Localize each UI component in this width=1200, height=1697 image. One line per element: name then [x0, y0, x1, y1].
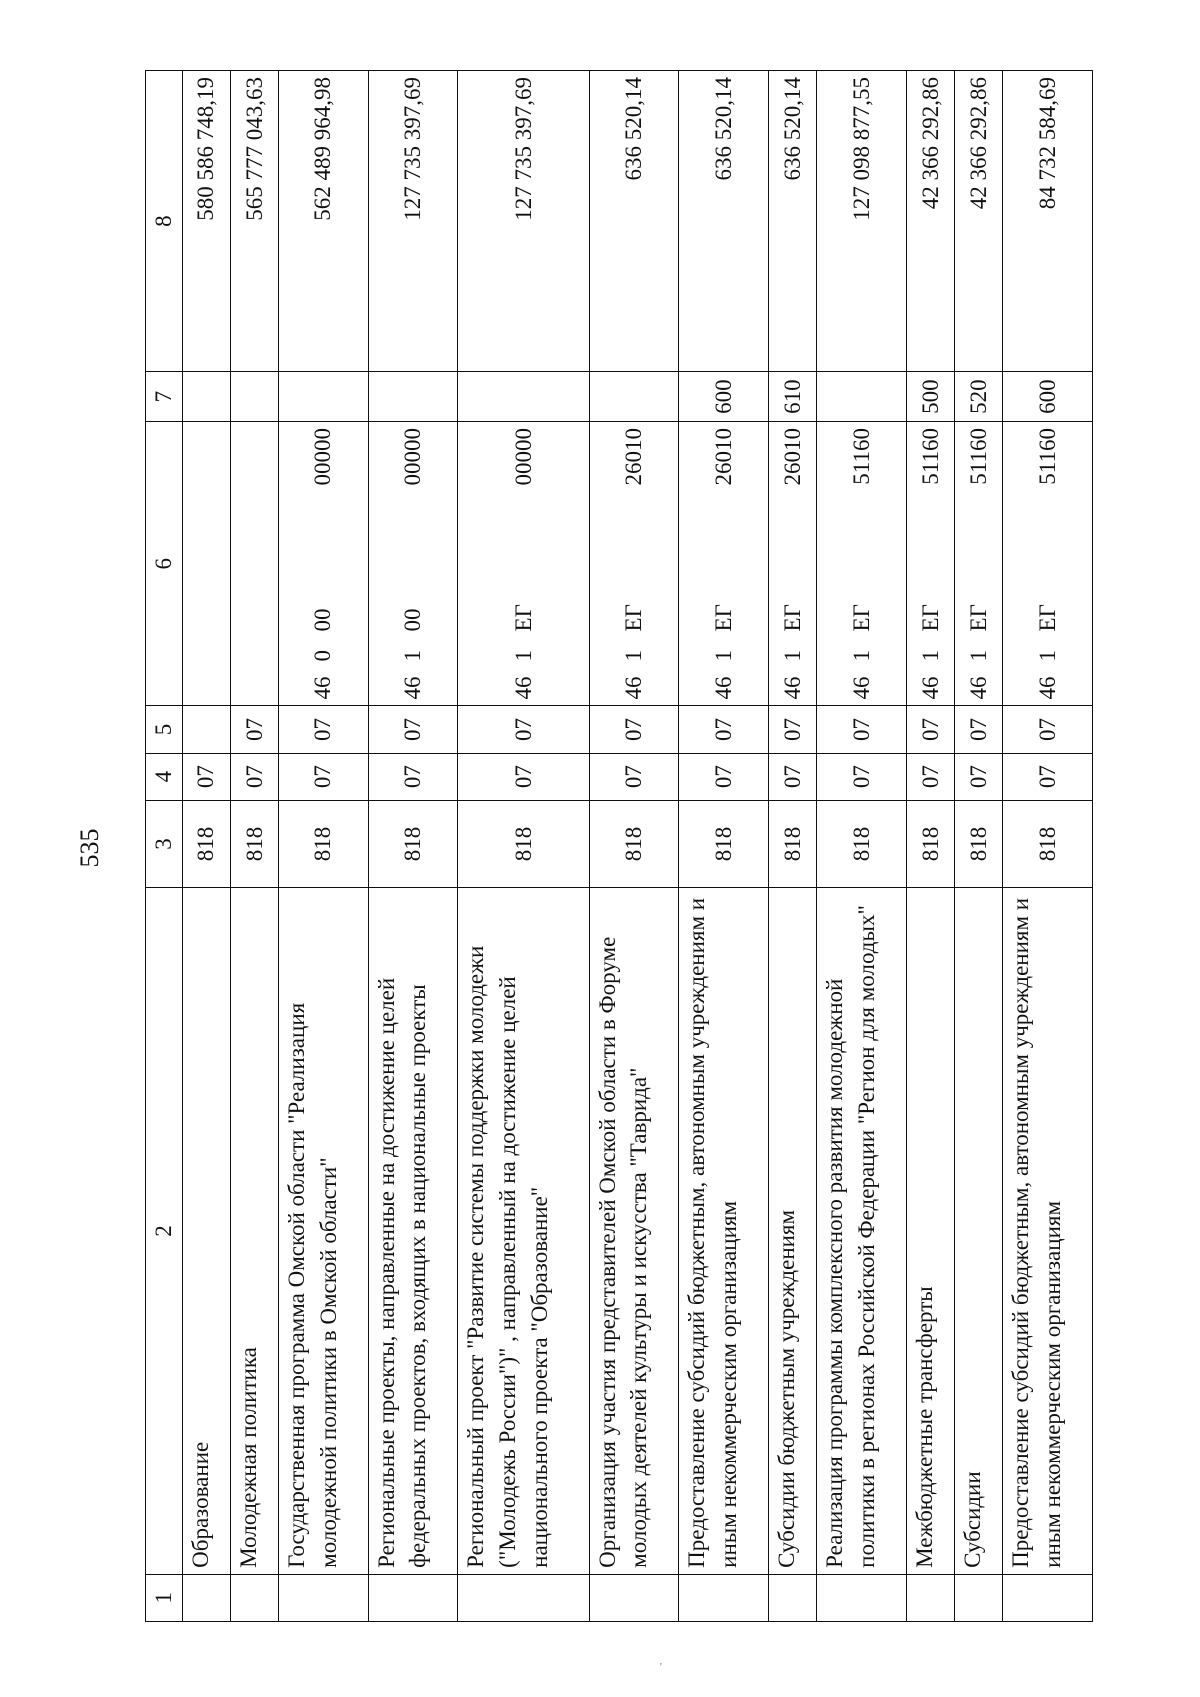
- cell-expense-type: 610: [769, 372, 817, 422]
- cell-description: Реализация программы комплексного развития молодежной политики в регионах Российской Федерации "Регион для молодых": [817, 888, 907, 1575]
- code-part: 1: [917, 649, 943, 662]
- cell-subsection: 07: [458, 706, 589, 753]
- table-row: [278, 71, 368, 1622]
- cell-expense-type: [589, 372, 679, 422]
- cell-description: Субсидии бюджетным учреждениям: [769, 888, 817, 1575]
- code-part: 1: [965, 649, 991, 662]
- cell-amount: 42 366 292,86: [955, 71, 1003, 372]
- cell-subsection: 07: [679, 706, 769, 753]
- table-row: [955, 71, 1003, 1622]
- cell-target-code: [679, 422, 769, 706]
- cell-description: Региональный проект "Развитие системы поддержки молодежи ("Молодежь России")" , направленный на достижение целей национального проекта "Образование": [458, 888, 589, 1575]
- cell-target-code: [817, 422, 907, 706]
- code-part: 46: [310, 676, 336, 700]
- cell-amount: 127 098 877,55: [817, 71, 907, 372]
- cell-number: [679, 1574, 769, 1621]
- column-header-5: 5: [146, 706, 183, 753]
- cell-amount: 565 777 043,63: [230, 71, 278, 372]
- cell-amount: 127 735 397,69: [368, 71, 458, 372]
- table-row: [679, 71, 769, 1622]
- cell-number: [182, 1574, 230, 1621]
- table-row: [368, 71, 458, 1622]
- cell-amount: 636 520,14: [679, 71, 769, 372]
- cell-subsection: 07: [230, 706, 278, 753]
- cell-ministry: 818: [182, 800, 230, 887]
- code-part: 1: [848, 649, 874, 662]
- cell-target-code: [769, 422, 817, 706]
- table-row: [769, 71, 817, 1622]
- cell-ministry: 818: [278, 800, 368, 887]
- cell-target-code: [182, 422, 230, 706]
- code-part: 46: [1034, 676, 1060, 700]
- cell-amount: 580 586 748,19: [182, 71, 230, 372]
- cell-expense-type: [230, 372, 278, 422]
- code-part: ЕГ: [917, 604, 943, 632]
- cell-amount: 84 732 584,69: [1003, 71, 1093, 372]
- cell-section: 07: [230, 753, 278, 800]
- page-number: 535: [75, 828, 104, 868]
- cell-section: 07: [955, 753, 1003, 800]
- cell-section: 07: [458, 753, 589, 800]
- cell-expense-type: [278, 372, 368, 422]
- column-header-3: 3: [146, 800, 183, 887]
- code-part: 26010: [621, 428, 647, 486]
- cell-ministry: 818: [769, 800, 817, 887]
- cell-target-code: [589, 422, 679, 706]
- table-row: [817, 71, 907, 1622]
- cell-amount: 636 520,14: [769, 71, 817, 372]
- code-part: ЕГ: [965, 604, 991, 632]
- cell-expense-type: 600: [679, 372, 769, 422]
- cell-description: Межбюджетные трансферты: [906, 888, 954, 1575]
- cell-amount: 127 735 397,69: [458, 71, 589, 372]
- code-part: ЕГ: [848, 604, 874, 632]
- column-header-8: 8: [146, 71, 183, 372]
- table-row: [1003, 71, 1093, 1622]
- code-part: ЕГ: [510, 604, 536, 632]
- code-part: 1: [710, 649, 736, 662]
- code-part: 0: [310, 649, 336, 662]
- cell-expense-type: 520: [955, 372, 1003, 422]
- cell-section: 07: [368, 753, 458, 800]
- column-header-4: 4: [146, 753, 183, 800]
- cell-ministry: 818: [589, 800, 679, 887]
- code-part: 46: [510, 676, 536, 700]
- cell-ministry: 818: [955, 800, 1003, 887]
- column-header-7: 7: [146, 372, 183, 422]
- cell-subsection: 07: [817, 706, 907, 753]
- table-row: [589, 71, 679, 1622]
- code-part: 46: [965, 676, 991, 700]
- code-part: 00000: [310, 428, 336, 486]
- cell-amount: 42 366 292,86: [906, 71, 954, 372]
- code-part: 1: [1034, 649, 1060, 662]
- cell-target-code: [368, 422, 458, 706]
- cell-target-code: [906, 422, 954, 706]
- cell-expense-type: [458, 372, 589, 422]
- cell-description: Организация участия представителей Омской области в Форуме молодых деятелей культуры и искусства "Таврида": [589, 888, 679, 1575]
- code-part: 00: [400, 608, 426, 632]
- cell-subsection: 07: [769, 706, 817, 753]
- code-part: 26010: [710, 428, 736, 486]
- scan-mark: ': [660, 1662, 662, 1673]
- code-part: ЕГ: [710, 604, 736, 632]
- code-part: ЕГ: [621, 604, 647, 632]
- cell-number: [1003, 1574, 1093, 1621]
- cell-description: Молодежная политика: [230, 888, 278, 1575]
- cell-subsection: 07: [368, 706, 458, 753]
- header-row: [146, 71, 183, 1622]
- cell-description: Образование: [182, 888, 230, 1575]
- cell-ministry: 818: [679, 800, 769, 887]
- cell-section: 07: [817, 753, 907, 800]
- cell-target-code: [230, 422, 278, 706]
- column-header-1: 1: [146, 1574, 183, 1621]
- code-part: 46: [917, 676, 943, 700]
- cell-number: [278, 1574, 368, 1621]
- cell-target-code: [278, 422, 368, 706]
- code-part: 1: [621, 649, 647, 662]
- cell-ministry: 818: [368, 800, 458, 887]
- cell-number: [368, 1574, 458, 1621]
- code-part: 46: [400, 676, 426, 700]
- cell-ministry: 818: [817, 800, 907, 887]
- cell-number: [955, 1574, 1003, 1621]
- cell-ministry: 818: [458, 800, 589, 887]
- cell-section: 07: [1003, 753, 1093, 800]
- code-part: 26010: [779, 428, 805, 486]
- cell-number: [769, 1574, 817, 1621]
- cell-description: Субсидии: [955, 888, 1003, 1575]
- code-part: ЕГ: [779, 604, 805, 632]
- code-part: 51160: [1034, 428, 1060, 485]
- cell-description: Государственная программа Омской области "Реализация молодежной политики в Омской области": [278, 888, 368, 1575]
- cell-section: 07: [906, 753, 954, 800]
- cell-number: [589, 1574, 679, 1621]
- cell-target-code: [1003, 422, 1093, 706]
- cell-description: Предоставление субсидий бюджетным, автономным учреждениям и иным некоммерческим организациям: [1003, 888, 1093, 1575]
- code-part: 51160: [848, 428, 874, 485]
- code-part: 46: [848, 676, 874, 700]
- code-part: 1: [400, 649, 426, 662]
- cell-ministry: 818: [230, 800, 278, 887]
- cell-target-code: [458, 422, 589, 706]
- cell-amount: 636 520,14: [589, 71, 679, 372]
- code-part: 46: [710, 676, 736, 700]
- code-part: 1: [779, 649, 805, 662]
- cell-expense-type: 600: [1003, 372, 1093, 422]
- cell-subsection: [182, 706, 230, 753]
- code-part: 00: [310, 608, 336, 632]
- cell-description: Предоставление субсидий бюджетным, автономным учреждениям и иным некоммерческим организациям: [679, 888, 769, 1575]
- cell-expense-type: [817, 372, 907, 422]
- cell-section: 07: [278, 753, 368, 800]
- cell-expense-type: [368, 372, 458, 422]
- code-part: 00000: [400, 428, 426, 486]
- code-part: 46: [621, 676, 647, 700]
- cell-description: Региональные проекты, направленные на достижение целей федеральных проектов, входящих в национальные проекты: [368, 888, 458, 1575]
- cell-subsection: 07: [906, 706, 954, 753]
- code-part: ЕГ: [1034, 604, 1060, 632]
- cell-subsection: 07: [589, 706, 679, 753]
- column-header-2: 2: [146, 888, 183, 1575]
- cell-amount: 562 489 964,98: [278, 71, 368, 372]
- table-row: [458, 71, 589, 1622]
- code-part: 51160: [965, 428, 991, 485]
- code-part: 00000: [510, 428, 536, 486]
- cell-section: 07: [182, 753, 230, 800]
- code-part: 46: [779, 676, 805, 700]
- cell-number: [906, 1574, 954, 1621]
- budget-table: [145, 70, 1093, 1622]
- cell-ministry: 818: [1003, 800, 1093, 887]
- cell-ministry: 818: [906, 800, 954, 887]
- cell-number: [817, 1574, 907, 1621]
- cell-expense-type: 500: [906, 372, 954, 422]
- table-container: [145, 70, 1093, 1622]
- cell-subsection: 07: [955, 706, 1003, 753]
- code-part: 1: [510, 649, 536, 662]
- cell-number: [230, 1574, 278, 1621]
- cell-target-code: [955, 422, 1003, 706]
- column-header-6: 6: [146, 422, 183, 706]
- code-part: 51160: [917, 428, 943, 485]
- cell-subsection: 07: [278, 706, 368, 753]
- cell-section: 07: [769, 753, 817, 800]
- table-row: [906, 71, 954, 1622]
- cell-expense-type: [182, 372, 230, 422]
- cell-section: 07: [589, 753, 679, 800]
- table-body: [182, 71, 1092, 1622]
- cell-section: 07: [679, 753, 769, 800]
- table-row: [230, 71, 278, 1622]
- table-row: [182, 71, 230, 1622]
- cell-subsection: 07: [1003, 706, 1093, 753]
- cell-number: [458, 1574, 589, 1621]
